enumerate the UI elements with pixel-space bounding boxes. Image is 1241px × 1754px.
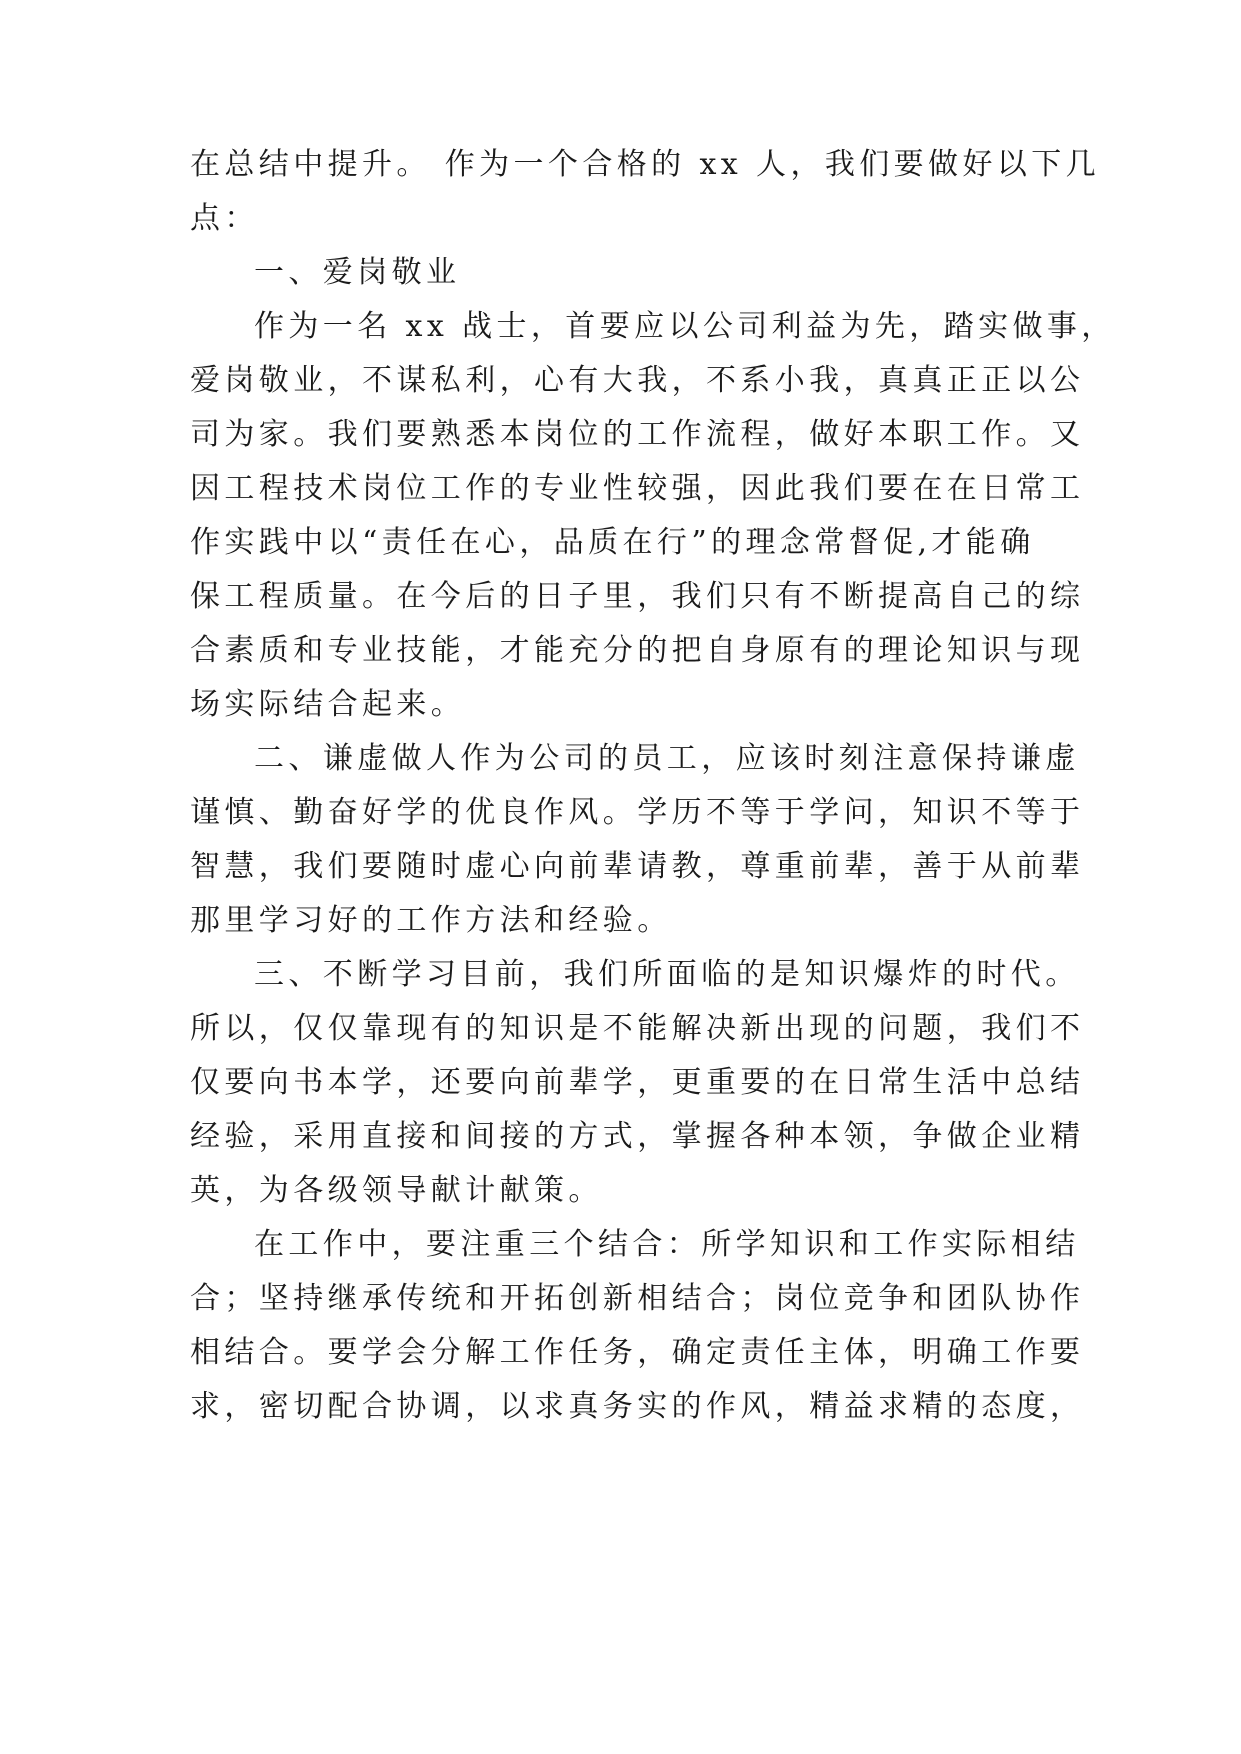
text-line: 英，为各级领导献计献策。 <box>190 1173 603 1208</box>
text-line: 司为家。我们要熟悉本岗位的工作流程，做好本职工作。又 <box>190 417 1085 452</box>
text-line: 点： <box>190 201 259 236</box>
text-line: 经验，采用直接和间接的方式，掌握各种本领，争做企业精 <box>190 1119 1085 1154</box>
text-line: 谨慎、勤奋好学的优良作风。学历不等于学问，知识不等于 <box>190 795 1085 830</box>
text-line: 因工程技术岗位工作的专业性较强，因此我们要在在日常工 <box>190 471 1085 506</box>
text-line: 作实践中以“责任在心，品质在行”的理念常督促,才能确 <box>190 525 1035 560</box>
text-line: 保工程质量。在今后的日子里，我们只有不断提高自己的综 <box>190 579 1085 614</box>
text-line: 在总结中提升。 作为一个合格的 xx 人，我们要做好以下几 <box>190 147 1101 182</box>
text-line: 三、不断学习目前，我们所面临的是知识爆炸的时代。 <box>254 957 1080 992</box>
text-line: 仅要向书本学，还要向前辈学，更重要的在日常生活中总结 <box>190 1065 1085 1100</box>
text-line: 作为一名 xx 战士，首要应以公司利益为先，踏实做事， <box>254 309 1116 344</box>
text-line: 智慧，我们要随时虚心向前辈请教，尊重前辈，善于从前辈 <box>190 849 1085 884</box>
text-line: 在工作中，要注重三个结合：所学知识和工作实际相结 <box>254 1227 1080 1262</box>
text-line: 所以，仅仅靠现有的知识是不能解决新出现的问题，我们不 <box>190 1011 1085 1046</box>
section-heading: 一、爱岗敬业 <box>254 255 461 290</box>
text-line: 求，密切配合协调，以求真务实的作风，精益求精的态度， <box>190 1389 1085 1424</box>
text-line: 二、谦虚做人作为公司的员工，应该时刻注意保持谦虚 <box>254 741 1080 776</box>
text-line: 相结合。要学会分解工作任务，确定责任主体，明确工作要 <box>190 1335 1085 1370</box>
text-line: 场实际结合起来。 <box>190 687 466 722</box>
text-line: 合；坚持继承传统和开拓创新相结合；岗位竞争和团队协作 <box>190 1281 1085 1316</box>
text-line: 爱岗敬业，不谋私利，心有大我，不系小我，真真正正以公 <box>190 363 1085 398</box>
text-line: 那里学习好的工作方法和经验。 <box>190 903 672 938</box>
text-line: 合素质和专业技能，才能充分的把自身原有的理论知识与现 <box>190 633 1085 668</box>
